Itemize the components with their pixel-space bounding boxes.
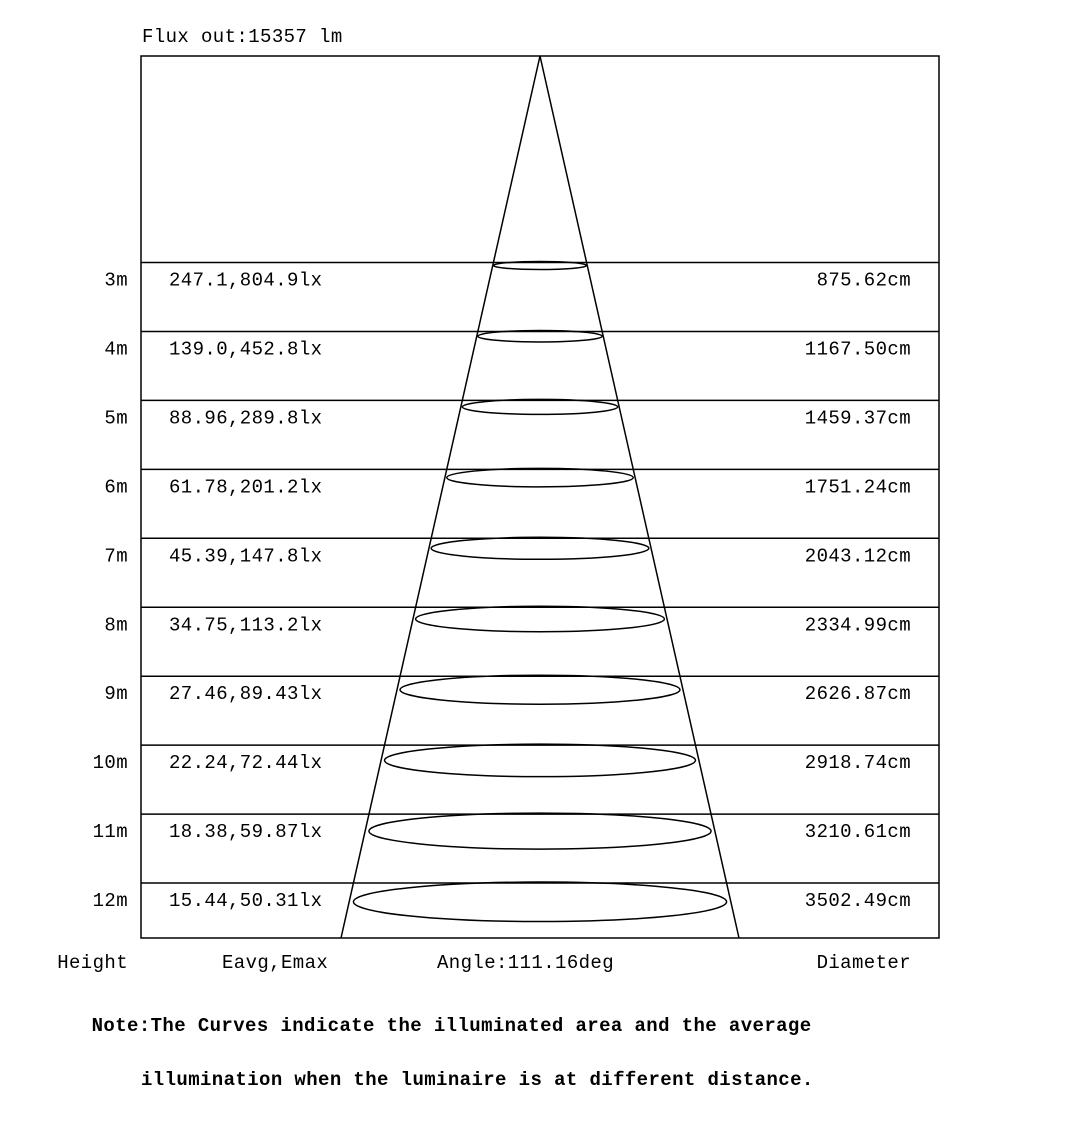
row-diameter-label: 2918.74cm	[804, 752, 911, 775]
note-line2: illumination when the luminaire is at different distance.	[141, 1069, 814, 1091]
beam-ellipse	[447, 468, 634, 487]
row-height-label: 12m	[92, 890, 128, 913]
row-height-label: 5m	[104, 407, 128, 430]
row-diameter-label: 2626.87cm	[804, 683, 911, 706]
beam-ellipse	[369, 813, 711, 849]
row-height-label: 6m	[104, 476, 128, 499]
row-height-label: 3m	[104, 269, 128, 292]
row-height-label: 7m	[104, 545, 128, 568]
row-illuminance-label: 27.46,89.43lx	[169, 683, 323, 706]
row-height-label: 11m	[92, 821, 128, 844]
row-diameter-label: 2043.12cm	[804, 545, 911, 568]
row-illuminance-label: 15.44,50.31lx	[169, 890, 323, 913]
row-illuminance-label: 34.75,113.2lx	[169, 614, 323, 637]
row-height-label: 8m	[104, 614, 128, 637]
row-diameter-label: 1459.37cm	[804, 407, 911, 430]
footer-height-label: Height	[57, 952, 128, 974]
footer-eavg-label: Eavg,Emax	[222, 952, 329, 974]
note-prefix: Note:	[91, 1015, 151, 1037]
row-illuminance-label: 18.38,59.87lx	[169, 821, 323, 844]
row-diameter-label: 3502.49cm	[804, 890, 911, 913]
beam-ellipse	[400, 675, 680, 704]
flux-label: Flux out:15357 lm	[142, 26, 343, 48]
footer-angle-label: Angle:111.16deg	[437, 952, 615, 974]
note-line1: The Curves indicate the illuminated area and the average	[150, 1015, 812, 1037]
distance-rows	[93, 262, 939, 922]
beam-left-edge	[341, 56, 540, 938]
row-illuminance-label: 61.78,201.2lx	[169, 476, 323, 499]
row-height-label: 10m	[92, 752, 128, 775]
row-diameter-label: 875.62cm	[816, 269, 911, 292]
row-diameter-label: 2334.99cm	[804, 614, 911, 637]
beam-right-edge	[540, 56, 739, 938]
footer-diameter-label: Diameter	[816, 952, 911, 974]
row-diameter-label: 3210.61cm	[804, 821, 911, 844]
row-illuminance-label: 247.1,804.9lx	[169, 269, 323, 292]
beam-ellipse	[385, 744, 696, 777]
row-illuminance-label: 139.0,452.8lx	[169, 338, 323, 361]
row-height-label: 4m	[104, 338, 128, 361]
beam-ellipse	[353, 882, 726, 922]
row-diameter-label: 1167.50cm	[804, 338, 911, 361]
note-block	[68, 986, 814, 1121]
row-diameter-label: 1751.24cm	[804, 476, 911, 499]
row-illuminance-label: 45.39,147.8lx	[169, 545, 323, 568]
beam-ellipse	[462, 399, 617, 414]
row-illuminance-label: 22.24,72.44lx	[169, 752, 323, 775]
row-height-label: 9m	[104, 683, 128, 706]
beam-ellipse	[431, 537, 649, 559]
row-illuminance-label: 88.96,289.8lx	[169, 407, 323, 430]
beam-ellipse	[416, 606, 665, 632]
